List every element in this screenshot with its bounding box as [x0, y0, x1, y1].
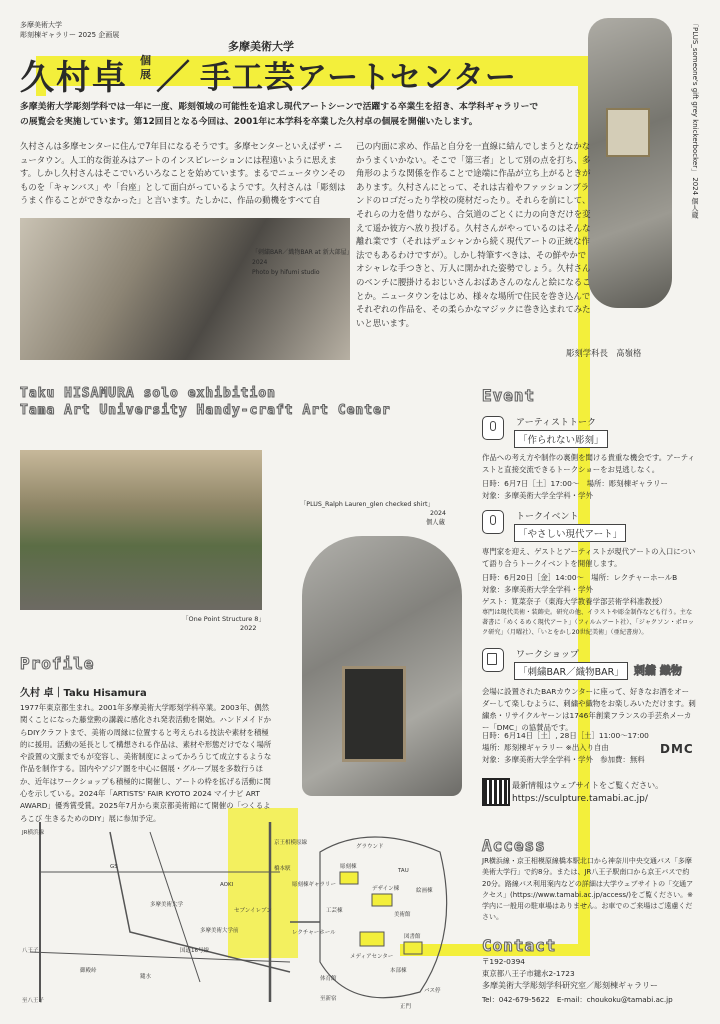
- bench-caption-2: 2022: [240, 624, 257, 632]
- profile-text: 1977年東京都生まれ。2001年多摩美術大学彫刻学科卒業。2003年、偶然関くことになった藤堂勲の講義に感化され発表活動を開始。ハンドメイドからDIYクラフトまで、美術の周縁に位置すると考えられる技法や素材を積極的に援用。活動の延長として構想される作品は、素材や形態だけでなく場所や設置の文脈までもが変容し、美術制度によってかろうじて成立するような作品を制作する。国内やアジア圏を中心に個展・グループ展を多数行うほか、近年はワークショップも積極的に開催し、アートの枠を拡げる活動に関心を示している。2024年「ARTISTS' FAIR KYOTO 2024 マイナビ ART AWARD」優秀賞受賞。2025年7月から東京都美術館にて開催の「つくるよろこび 生きるためのDIY」展に参加予定。: [20, 703, 272, 823]
- contact-address: 東京都八王子市鑓水2-1723: [482, 969, 575, 978]
- contact-zip: 〒192-0394: [482, 957, 525, 966]
- campus-label: 彫刻棟: [340, 864, 357, 870]
- map-label: セブンイレブン: [234, 908, 272, 914]
- title-slash: ／: [156, 58, 190, 98]
- campus-label: バス停: [424, 988, 441, 994]
- microphone-icon: [482, 510, 504, 534]
- event-3-place: 場所：彫刻棟ギャラリー ※出入り自由: [482, 743, 609, 752]
- map-label: レクチャーホール: [292, 930, 336, 936]
- bench-photo: [20, 450, 262, 610]
- shirt-caption-2: 2024: [430, 510, 447, 517]
- workshop-caption-1: 「刺繍BAR／織物BAR at 新大部屋」: [252, 249, 353, 256]
- event-2-note: 専門は現代美術・装飾史。研究の他、イラストや彫金制作なども行う。主な著書に「めくるめく現代アート」（フィルムアート社）、「ジャクソン・ポロック研究」（月曜社）、「いとをかし20世紀美術」（亜紀書房）。: [482, 609, 695, 636]
- event-2-guest: ゲスト：筧菜奈子（東海大学教養学部芸術学科准教授）: [482, 597, 667, 606]
- map-label: 国道16号線: [180, 948, 209, 954]
- web-url[interactable]: https://sculpture.tamabi.ac.jp/: [512, 794, 648, 804]
- map-label: 至八王子: [22, 998, 45, 1004]
- map-label: 橋本駅: [274, 866, 291, 872]
- event-3-title: 「刺繍BAR／織物BAR」: [514, 662, 628, 680]
- map-label: 多摩美術大学: [150, 902, 184, 908]
- essay-col2: 己の内面に求め、作品と自分を一直線に結んでしまうとなかなかうまくいかない。そこで「第三者」として別の点を打ち、多角形のような関係を作ることで途端に作品が立ち上がるときがあります。久村さんにとって、それは古着やファッションブランドのロゴだったり学校の廃材だったり。それらを前にして、それらの力を借りながら、合気道のごとくに力の向きだけを変えて遥か彼方へ放り投げる。久村さんがやっているのはそんな離れ業です（それはデュシャンから続く現代アートの正統な作法でもあるわけですが）。しかし特筆すべきは、その鮮やかでオシャレな手つきと、万人に開かれた姿勢でしょう。久村さんのベンチに腰掛けるおじいさんおばあさんのなんと絵になることか。ニュータウンをはじめ、様々な場所で住民を巻き込んでそれぞれの作品を、その柔らかなマジックに巻き込まれてみたいと思います。: [356, 141, 591, 328]
- event-1-desc: 作品への考え方や制作の裏側を聞ける貴重な機会です。アーティストと直接交流できるトークショーをお見逃しなく。: [482, 453, 695, 474]
- event-2-type: トークイベント: [516, 512, 579, 522]
- access-text: JR横浜線・京王相模原線橋本駅北口から神奈川中央交通バス「多摩美術大学行」で約8分。または、JR八王子駅南口から京王バスで約20分。路線バス利用案内などの詳細は大学ウェブサイトの「交通アクセス」(https://www.tamabi.ac.jp/access/)をご覧ください。※学内に一般用の駐車場はありません。お車でのご来場はご遠慮ください。: [482, 857, 694, 922]
- event-3-badge: 刺繍 織物: [634, 664, 682, 677]
- vertical-caption: 「PLUS_someone's gift grey knickerbocker」 2024 個人蔵: [691, 20, 699, 219]
- title-place: 手工芸アートセンター: [200, 60, 517, 96]
- event-2-date: 日時：6月20日［金］14:00〜 場所：レクチャーホールB: [482, 573, 678, 582]
- spool-icon: [482, 648, 504, 672]
- intro-text: 多摩美術大学彫刻学科では一年に一度、彫刻領域の可能性を追求し現代アートシーンで活躍する卒業生を招き、本学科ギャラリーでの展覧会を実施しています。第12回目となる今回は、2001年に本学科を卒業した久村卓の個展を開催いたします。: [20, 102, 539, 127]
- campus-label: TAU: [398, 868, 409, 874]
- access-map: [20, 812, 470, 1012]
- map-label: 御殿峠: [80, 968, 97, 974]
- map-label: 京王相模原線: [274, 840, 308, 846]
- embroidery-panel: [342, 666, 406, 762]
- web-note: 最新情報はウェブサイトをご覧ください。: [512, 781, 664, 790]
- map-label: 八王子: [22, 948, 39, 954]
- title-sub: 個展: [140, 54, 151, 81]
- event-2-target: 対象：多摩美術大学全学科・学外: [482, 585, 593, 594]
- english-title-line2: Tama Art University Handy-craft Art Center: [20, 403, 391, 418]
- shirt-caption-3: 個人蔵: [426, 519, 445, 526]
- shirt-caption-1: 「PLUS_Ralph Lauren_glen checked shirt」: [300, 501, 434, 508]
- event-3-date: 日時：6月14日［土］, 28日［土］11:00〜17:00: [482, 731, 649, 740]
- dmc-logo: DMC: [660, 742, 694, 756]
- campus-label: 体育館: [320, 976, 337, 982]
- profile-name: 久村 卓｜Taku Hisamura: [20, 688, 147, 699]
- event-1-type: アーティストトーク: [516, 418, 597, 428]
- map-label: 図書館: [404, 934, 421, 940]
- map-label: グラウンド: [356, 844, 384, 850]
- map-label: 正門: [400, 1004, 412, 1010]
- campus-label: メディアセンター: [350, 954, 394, 960]
- title-name: 久村卓: [20, 58, 128, 98]
- map-label: 至新宿: [320, 996, 337, 1002]
- essay-signature: 彫刻学科長 髙嶺格: [566, 348, 642, 358]
- english-title-line1: Taku HISAMURA solo exhibition: [20, 386, 276, 401]
- contact-tel: Tel：042-679-5622 E-mail：choukoku@tamabi.ac.jp: [482, 995, 673, 1004]
- shirt-photo: [302, 536, 462, 796]
- essay-col1: 久村さんは多摩センターに住んで7年目になるそうです。多摩センターといえばザ・ニュータウン。人工的な街並みはアートのインスピレーションには程遠いように思えます。しかし久村さんはそこでいろいろなことを始めています。まるでニュータウンそのものを「キャンバス」や「台座」として面白がっているようです。久村さんは「彫刻はうまく作ることができなかった」と言います。たしかに、作品の動機をすべて自: [20, 141, 346, 206]
- event-3-type: ワークショップ: [516, 650, 579, 660]
- map-label: GS: [110, 864, 118, 870]
- workshop-caption-3: Photo by hifumi studio: [252, 269, 320, 276]
- workshop-caption-2: 2024: [252, 259, 268, 266]
- map-label: JR横浜線: [22, 830, 44, 836]
- profile-heading: Profile: [20, 654, 95, 673]
- event-3-target: 対象：多摩美術大学全学科・学外 参加費：無料: [482, 755, 645, 764]
- map-label: デザイン棟: [372, 886, 400, 892]
- event-3-desc: 会場に設置されたBARカウンターに座って、好きなお酒をオーダーして楽しむように、刺繍や織物をお楽しみいただけます。刺繍糸・リサイクルヤーンは1746年創業フランスの手芸糸メーカー「DMC」の協賛品です。: [482, 687, 696, 732]
- campus-label: 美術館: [394, 912, 411, 918]
- map-label: AOKI: [220, 882, 234, 888]
- campus-label: 工芸棟: [326, 908, 343, 914]
- event-heading: Event: [482, 386, 536, 405]
- framed-picture: [606, 108, 650, 157]
- header-university: 多摩美術大学: [20, 21, 62, 29]
- qr-code-icon: [482, 778, 510, 806]
- bench-caption-1: 「One Point Structure 8」: [182, 615, 265, 623]
- event-1-date: 日時：6月7日［土］17:00〜 場所：彫刻棟ギャラリー: [482, 479, 668, 488]
- microphone-icon: [482, 416, 504, 440]
- event-1-target: 対象：多摩美術大学全学科・学外: [482, 491, 593, 500]
- event-1-title: 「作られない彫刻」: [514, 430, 608, 448]
- header-gallery: 彫刻棟ギャラリー 2025 企画展: [20, 31, 120, 39]
- access-heading: Access: [482, 836, 546, 855]
- contact-org: 多摩美術大学彫刻学科研究室／彫刻棟ギャラリー: [482, 981, 658, 990]
- map-label: 鑓水: [140, 974, 152, 980]
- campus-label: 本部棟: [390, 968, 407, 974]
- title-place-small: 多摩美術大学: [228, 40, 294, 53]
- event-2-title: 「やさしい現代アート」: [514, 524, 626, 542]
- knickerbocker-photo: [588, 18, 672, 308]
- campus-label: 絵画棟: [416, 888, 433, 894]
- map-label: 多摩美術大学前: [200, 928, 239, 934]
- contact-heading: Contact: [482, 936, 557, 955]
- map-label: 彫刻棟ギャラリー: [292, 882, 337, 888]
- event-2-desc: 専門家を迎え、ゲストとアーティストが現代アートの入口について語り合うトークイベントを開催します。: [482, 547, 696, 568]
- workshop-photo: [20, 218, 350, 360]
